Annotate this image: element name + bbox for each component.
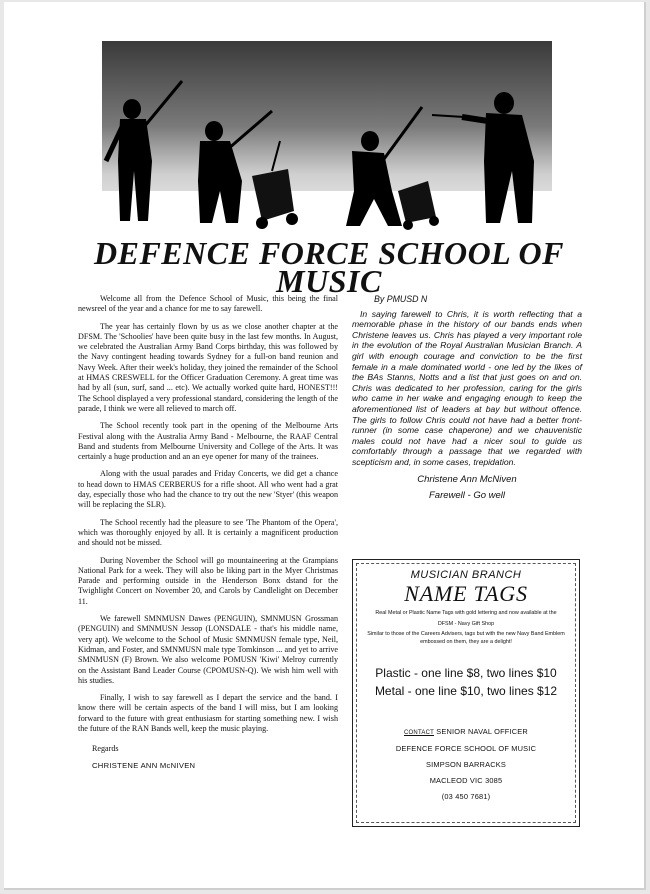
paragraph: Welcome all from the Defence School of Music, this being the final newsreel of the year and a chance for me to say farewell. — [78, 294, 338, 314]
advert-department: MUSICIAN BRANCH — [410, 569, 522, 581]
contact-line-2: DEFENCE FORCE SCHOOL OF MUSIC — [395, 744, 537, 753]
paragraph: The School recently took part in the opening of the Melbourne Arts Festival along with the Australia Army Band - Melbourne, the RAAF Central Band and students from Melbourne University and College of the Arts. It was certainly a huge production and an an eye opener for many of the trainees. — [78, 421, 338, 462]
contact-line-3: SIMPSON BARRACKS — [426, 760, 506, 769]
article-title-line-2: MUSIC — [276, 263, 382, 299]
paragraph: Along with the usual parades and Friday Concerts, we did get a chance to head down to HMAS CERBERUS for a rifle shoot. All who went had a grat day, especially those who had the chance to try out the new 'Styer' (this weapon will be replacing the SLR). — [78, 469, 338, 510]
article-title-line-1: DEFENCE FORCE SCHOOL OF — [94, 235, 564, 271]
advert-fine-print-1: Real Metal or Plastic Name Tags with gold lettering and now available at the — [375, 610, 557, 616]
price-plastic: Plastic - one line $8, two lines $10 — [375, 666, 557, 680]
paragraph: During November the School will go mountaineering at the Grampians National Park for a week. They will also be liking part in the Myer Christmas Parade and performing outside in the Henderson Bonx dstand for the Twighlight Concert on November 20, and Carols by Candlelight on December 11. — [78, 555, 338, 606]
advert-fine-print-2: DFSM - Navy Gift Shop — [437, 620, 495, 627]
paragraph: We farewell SMNMUSN Dawes (PENGUIN), SMNMUSN Grossman (PENGUIN) and SMNMUSN Jessop (LONSDALE - that's his middle name, very apt). We welcome to the School of Music SMNMUSN female type, Neil, Kidman, and Foster, and SMNMUSN male type Tomkinson ... and yet to arrive SMNMUSN (F) Brown. We also welcome POMUSN 'Kiwi' Melroy currently on the Assistant Band Leader Course (CPOMUSN-Q). We wish him well with his studies. — [78, 614, 338, 685]
right-column — [352, 294, 582, 504]
byline: By PMUSD N — [374, 294, 428, 304]
golfers-silhouette-photo — [102, 41, 552, 231]
paragraph: Finally, I wish to say farewell as I depart the service and the band. I know there will be certain aspects of the band I will miss, but I am looking forward to the future with great enthusiasm for starting something new. I wish the future of the RAN Bands well, keep the music playing. — [78, 693, 338, 733]
signoff-farewell: Farewell - Go well — [428, 489, 506, 501]
contact-line-5: (03 450 7681) — [441, 792, 491, 801]
left-column — [78, 294, 338, 778]
contact-line-4: MACLEOD VIC 3085 — [429, 776, 503, 785]
name-tags-advert — [352, 559, 580, 827]
paragraph: The School recently had the pleasure to see 'The Phantom of the Opera', which was thoroughly enjoyed by all. It is certainly a magnificent production and should not be missed. — [78, 517, 338, 548]
contact-line-1: SENIOR NAVAL OFFICER — [436, 727, 528, 736]
author-signature: CHRISTENE ANN McNIVEN — [92, 760, 196, 770]
price-metal: Metal - one line $10, two lines $12 — [374, 684, 558, 698]
advert-fine-print-3: Similar to those of the Careers Advisers, tags but with the new Navy Band Emblem embossed on them, they are a delight! — [367, 631, 565, 645]
tribute-text: In saying farewell to Chris, it is worth reflecting that a memorable phase in the history of our bands ends when Christene leaves us. Chris has played a very important role in the evolution of the Royal Australian Musician Branch. A girl with enough courage and conviction to be the first female in a male dominated world - one led by the likes of the BAs Stanns, Notts and a list that just goes on and on. Chris was dedicated to her profession, caring for the girls who came in her wake and engaging enough to keep the aforementioned list of leaders at bay but without offence. The girls to follow Chris could not have had a better front-runner (in some case chaperone) and we chauvenistic males could not have had a nicer soul to guide us comfortably through a passage that we regarded with scepticism and, in some cases, trepidation. — [352, 308, 582, 467]
contact-block — [353, 724, 579, 805]
contact-label: CONTACT — [404, 730, 434, 736]
paragraph: The year has certainly flown by us as we close another chapter at the DFSM. The 'Schoolies' have been quite busy in the last few months. In August, we celebrated the Australian Army Band Corps birthday, this was followed by the Navy contingent heading towards Sydney for a full-on band reunion and Navy Week. After their week's holiday, they joined the remainder of the School at HMAS CRESWELL for the Officer Graduation Ceremony. A great time was had by all (sun, surf, sand ... etc). We actually worked quite hard, HONEST!!! The School displayed a very professional standard, considering the length of the parade, I think we were all relieved to march off. — [78, 321, 338, 413]
document-page — [4, 2, 646, 890]
signoff — [352, 472, 582, 504]
signoff-name: Christene Ann McNiven — [417, 473, 517, 485]
advert-headline: NAME TAGS — [404, 581, 528, 606]
regards-line: Regards — [92, 744, 119, 754]
